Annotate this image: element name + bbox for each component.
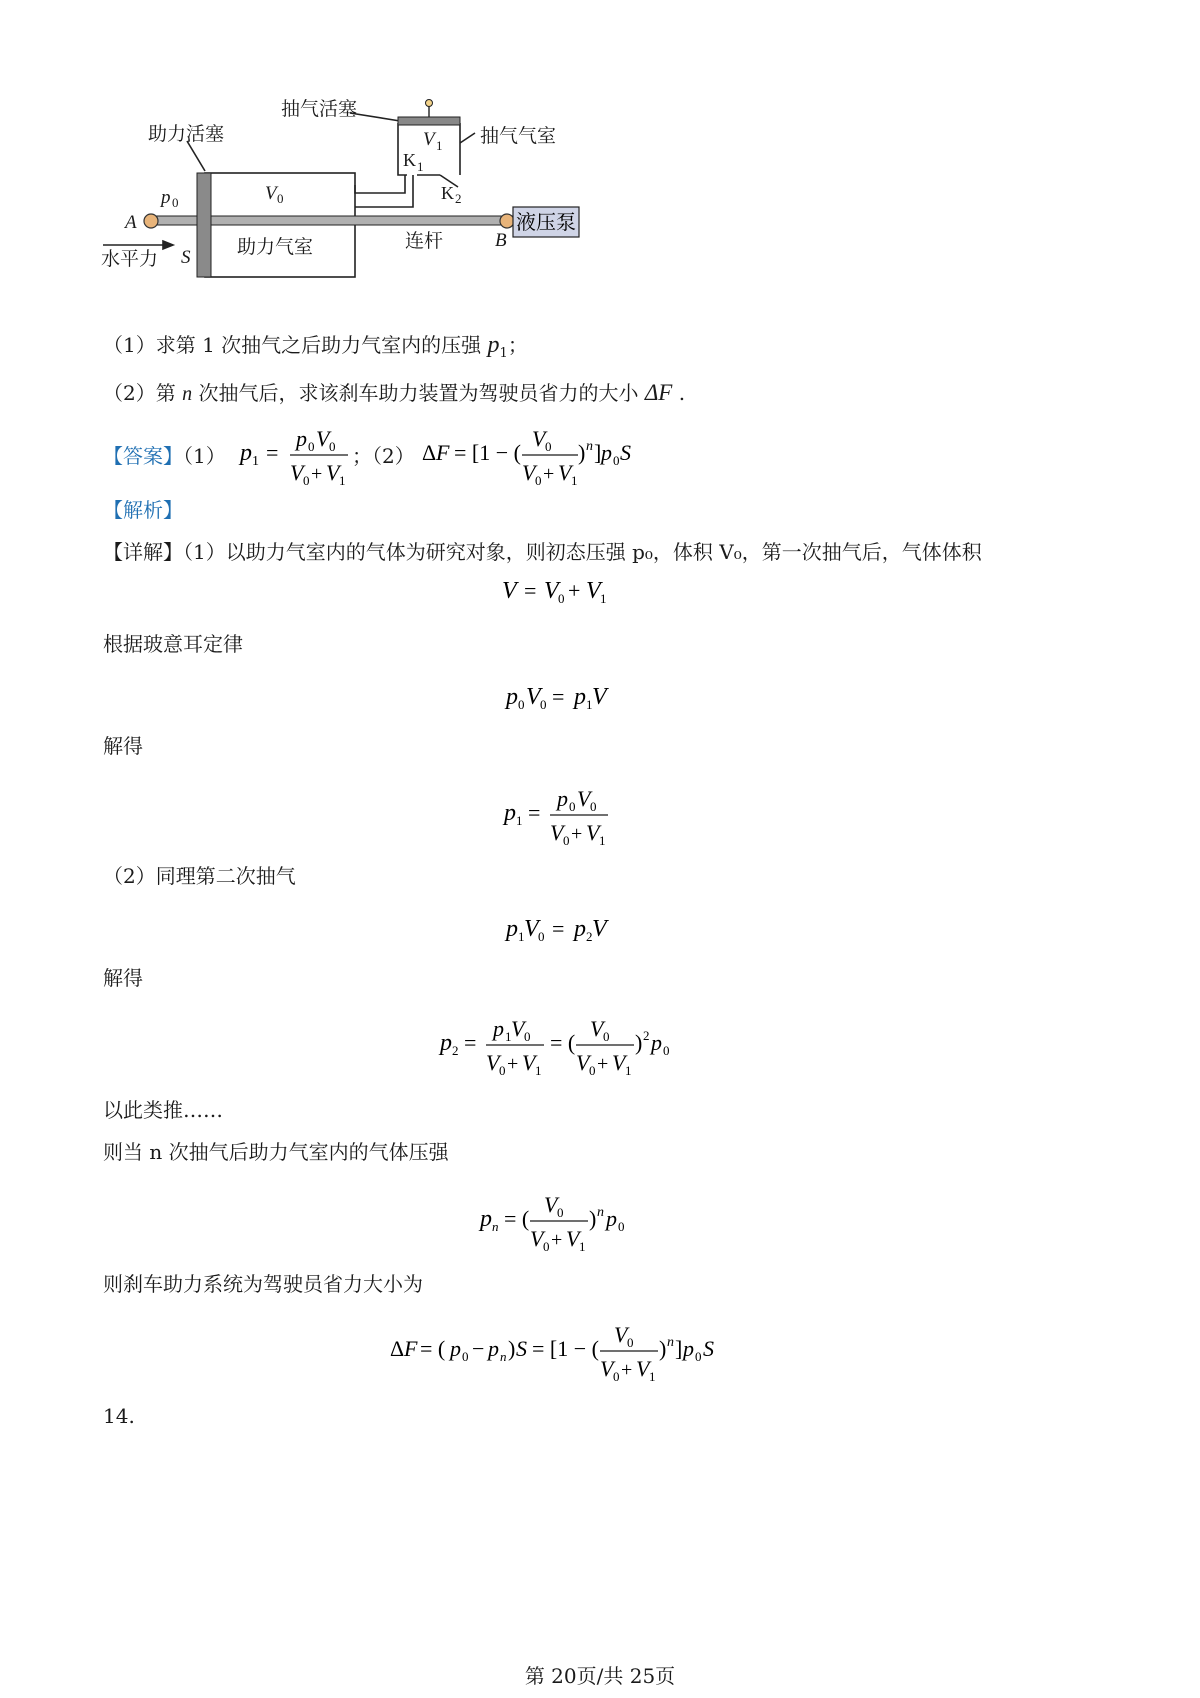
svg-text:): ) [635, 1030, 643, 1055]
detail-intro: 【详解】（1）以助力气室内的气体为研究对象，则初态压强 p₀，体积 V₀，第一次抽气后，气体体积 [103, 540, 982, 564]
suction-piston-label: 抽气活塞 [281, 99, 358, 120]
svg-text:]: ] [675, 1336, 683, 1361]
svg-text:S: S [516, 1336, 527, 1361]
svg-text:1: 1 [625, 1063, 632, 1078]
suction-piston [398, 117, 460, 125]
svg-text:Δ: Δ [422, 440, 437, 465]
svg-text:+: + [543, 463, 555, 485]
svg-text:V: V [502, 578, 517, 604]
svg-text:0: 0 [695, 1349, 702, 1364]
svg-text:): ) [659, 1336, 667, 1361]
svg-text:= (: = ( [420, 1336, 446, 1361]
svg-text:p: p [506, 684, 518, 710]
svg-text:2: 2 [452, 1043, 459, 1058]
svg-text:0: 0 [543, 1239, 550, 1254]
svg-text:0: 0 [589, 1063, 596, 1078]
point-b-label: B [495, 230, 507, 251]
svg-text:0: 0 [303, 473, 310, 488]
svg-text:p: p [506, 916, 518, 942]
svg-text:1: 1 [252, 454, 259, 469]
answer-line: 【答案】（1） [103, 444, 226, 468]
svg-text:V: V [577, 786, 591, 811]
svg-text:p: p [493, 1016, 504, 1041]
svg-text:p: p [651, 1030, 662, 1055]
svg-text:V: V [590, 1016, 604, 1041]
answer-formula-1 [238, 420, 358, 490]
svg-text:p: p [574, 916, 586, 942]
svg-text:0: 0 [545, 439, 552, 454]
point-a-label: A [125, 212, 137, 233]
k2-label: K [441, 183, 454, 203]
page-footer: 第 20页/共 25页 [524, 1664, 676, 1688]
svg-text:V: V [586, 820, 600, 845]
svg-text:0: 0 [518, 697, 525, 712]
svg-text:0: 0 [538, 929, 545, 944]
brake-assist-diagram [95, 95, 655, 295]
svg-text:V: V [526, 684, 541, 710]
equation-delta-f [388, 1316, 728, 1386]
pipe-upper [355, 175, 405, 193]
svg-text:1: 1 [505, 1029, 512, 1044]
svg-text:=: = [464, 1030, 477, 1055]
svg-text:1: 1 [599, 833, 606, 848]
svg-text:1: 1 [600, 591, 607, 606]
leader-suction-piston [350, 113, 400, 121]
svg-text:= [1 − (: = [1 − ( [532, 1336, 599, 1361]
svg-text:p: p [606, 1206, 617, 1231]
svg-text:0: 0 [329, 439, 336, 454]
svg-text:V: V [522, 460, 536, 485]
second-extraction-text: （2）同理第二次抽气 [103, 864, 296, 888]
equation-p2 [438, 1010, 678, 1080]
next-question-number: 14. [103, 1404, 135, 1428]
leader-suction-chamber [460, 133, 475, 143]
svg-text:): ) [578, 440, 586, 465]
svg-text:0: 0 [535, 473, 542, 488]
svg-text:V: V [532, 426, 546, 451]
svg-text:V: V [592, 916, 607, 942]
svg-text:=: = [266, 440, 279, 465]
svg-text:p: p [683, 1336, 694, 1361]
svg-text:p: p [557, 786, 568, 811]
svg-text:n: n [586, 439, 593, 454]
svg-text:=: = [552, 916, 565, 941]
svg-text:V: V [486, 1050, 500, 1075]
leader-assist-piston [187, 141, 205, 171]
svg-text:V: V [566, 1226, 580, 1251]
answer-formula-2 [420, 420, 640, 490]
boyle-law-text: 根据玻意耳定律 [103, 632, 243, 656]
nth-extraction-text: 则当 n 次抽气后助力气室内的气体压强 [103, 1140, 449, 1164]
svg-text:): ) [589, 1206, 597, 1231]
svg-text:p: p [296, 426, 307, 451]
suction-piston-knob [426, 100, 433, 107]
svg-text:+: + [568, 578, 581, 603]
analogy-text: 以此类推…… [103, 1098, 223, 1122]
svg-text:p: p [574, 684, 586, 710]
result-text: 则刹车助力系统为驾驶员省力大小为 [103, 1272, 423, 1296]
svg-text:=: = [528, 800, 541, 825]
svg-text:V: V [614, 1322, 628, 1347]
svg-text:]: ] [594, 440, 602, 465]
svg-text:F: F [404, 1336, 418, 1361]
svg-text:n: n [500, 1349, 507, 1364]
svg-text:0: 0 [540, 697, 547, 712]
svg-text:p: p [240, 440, 252, 466]
rod-label: 连杆 [405, 231, 444, 252]
svg-text:1: 1 [518, 929, 525, 944]
p0-label: p [161, 187, 171, 208]
svg-text:n: n [492, 1219, 499, 1234]
svg-text:+: + [507, 1053, 519, 1075]
svg-text:V: V [550, 820, 564, 845]
v1-sub: 1 [436, 138, 443, 153]
svg-text:p: p [450, 1336, 461, 1361]
svg-text:V: V [524, 916, 539, 942]
svg-text:1: 1 [571, 473, 578, 488]
k2-sub: 2 [455, 191, 462, 206]
svg-text:0: 0 [462, 1349, 469, 1364]
svg-text:V: V [290, 460, 304, 485]
assist-chamber-label: 助力气室 [237, 237, 314, 258]
pump-label: 液压泵 [516, 210, 576, 234]
area-s-label: S [181, 247, 191, 268]
k1-label: K [403, 150, 416, 170]
svg-text:V: V [592, 684, 607, 710]
svg-text:+: + [551, 1229, 563, 1251]
svg-text:0: 0 [558, 591, 565, 606]
assist-piston [197, 173, 211, 277]
svg-text:n: n [667, 1335, 674, 1350]
svg-text:0: 0 [563, 833, 570, 848]
svg-text:−: − [472, 1336, 485, 1361]
svg-text:+: + [621, 1359, 633, 1381]
svg-text:0: 0 [499, 1063, 506, 1078]
svg-text:2: 2 [586, 929, 593, 944]
svg-text:1: 1 [586, 697, 593, 712]
svg-text:+: + [571, 823, 583, 845]
svg-text:V: V [612, 1050, 626, 1075]
equation-p1 [502, 780, 622, 850]
svg-text:0: 0 [613, 453, 620, 468]
svg-text:S: S [620, 440, 631, 465]
svg-text:0: 0 [557, 1205, 564, 1220]
svg-text:0: 0 [308, 439, 315, 454]
svg-text:2: 2 [643, 1028, 650, 1043]
v0-label: V [265, 183, 277, 204]
svg-text:V: V [636, 1356, 650, 1381]
equation-pn [478, 1186, 648, 1256]
svg-text:0: 0 [569, 799, 576, 814]
svg-text:=: = [552, 684, 565, 709]
svg-text:0: 0 [590, 799, 597, 814]
svg-text:V: V [558, 460, 572, 485]
equation-boyle [504, 678, 624, 718]
svg-text:0: 0 [618, 1219, 625, 1234]
svg-text:V: V [576, 1050, 590, 1075]
svg-text:0: 0 [663, 1043, 670, 1058]
svg-text:+: + [597, 1053, 609, 1075]
v1-label: V [423, 129, 435, 150]
svg-text:p: p [504, 800, 516, 826]
svg-text:): ) [508, 1336, 516, 1361]
force-label: 水平力 [101, 249, 159, 270]
svg-text:p: p [440, 1030, 452, 1056]
equation-volume [500, 570, 620, 610]
svg-text:= (: = ( [550, 1030, 576, 1055]
svg-text:V: V [522, 1050, 536, 1075]
svg-text:V: V [544, 578, 559, 604]
k1-sub: 1 [417, 159, 424, 174]
svg-text:V: V [326, 460, 340, 485]
svg-text:V: V [530, 1226, 544, 1251]
answer-separator: ；（2） [352, 444, 415, 468]
svg-text:=: = [524, 578, 537, 603]
svg-text:1: 1 [339, 473, 346, 488]
question-2: （2）第 n 次抽气后，求该刹车助力装置为驾驶员省力的大小 ΔF . [103, 380, 686, 405]
svg-text:0: 0 [524, 1029, 531, 1044]
svg-text:= [1 − (: = [1 − ( [454, 440, 521, 465]
svg-text:0: 0 [613, 1369, 620, 1384]
solve-text-1: 解得 [103, 734, 143, 758]
v0-sub: 0 [277, 191, 284, 206]
svg-text:= (: = ( [504, 1206, 530, 1231]
svg-text:V: V [544, 1192, 558, 1217]
svg-text:0: 0 [603, 1029, 610, 1044]
point-a-ball [144, 214, 158, 228]
assist-piston-label: 助力活塞 [148, 124, 225, 145]
svg-text:+: + [311, 463, 323, 485]
svg-text:F: F [436, 440, 450, 465]
svg-text:1: 1 [516, 813, 523, 828]
equation-second [504, 910, 624, 950]
svg-text:1: 1 [535, 1063, 542, 1078]
svg-text:V: V [511, 1016, 525, 1041]
svg-text:Δ: Δ [390, 1336, 405, 1361]
svg-text:1: 1 [579, 1239, 586, 1254]
svg-text:0: 0 [627, 1335, 634, 1350]
solve-text-2: 解得 [103, 966, 143, 990]
svg-text:1: 1 [649, 1369, 656, 1384]
svg-text:p: p [488, 1336, 499, 1361]
svg-text:S: S [703, 1336, 714, 1361]
force-arrow-head [163, 241, 173, 249]
svg-text:p: p [601, 440, 612, 465]
svg-text:V: V [600, 1356, 614, 1381]
point-b-ball [500, 214, 514, 228]
suction-chamber-label: 抽气气室 [480, 126, 557, 147]
p0-sub: 0 [172, 195, 179, 210]
svg-text:V: V [586, 578, 601, 604]
svg-text:n: n [597, 1205, 604, 1220]
analysis-tag: 【解析】 [103, 498, 183, 522]
question-1: （1）求第 1 次抽气之后助力气室内的压强 $p_1$； [103, 332, 528, 361]
svg-text:p: p [480, 1206, 492, 1232]
svg-text:V: V [316, 426, 330, 451]
answer-tag: 【答案】 [103, 444, 183, 468]
